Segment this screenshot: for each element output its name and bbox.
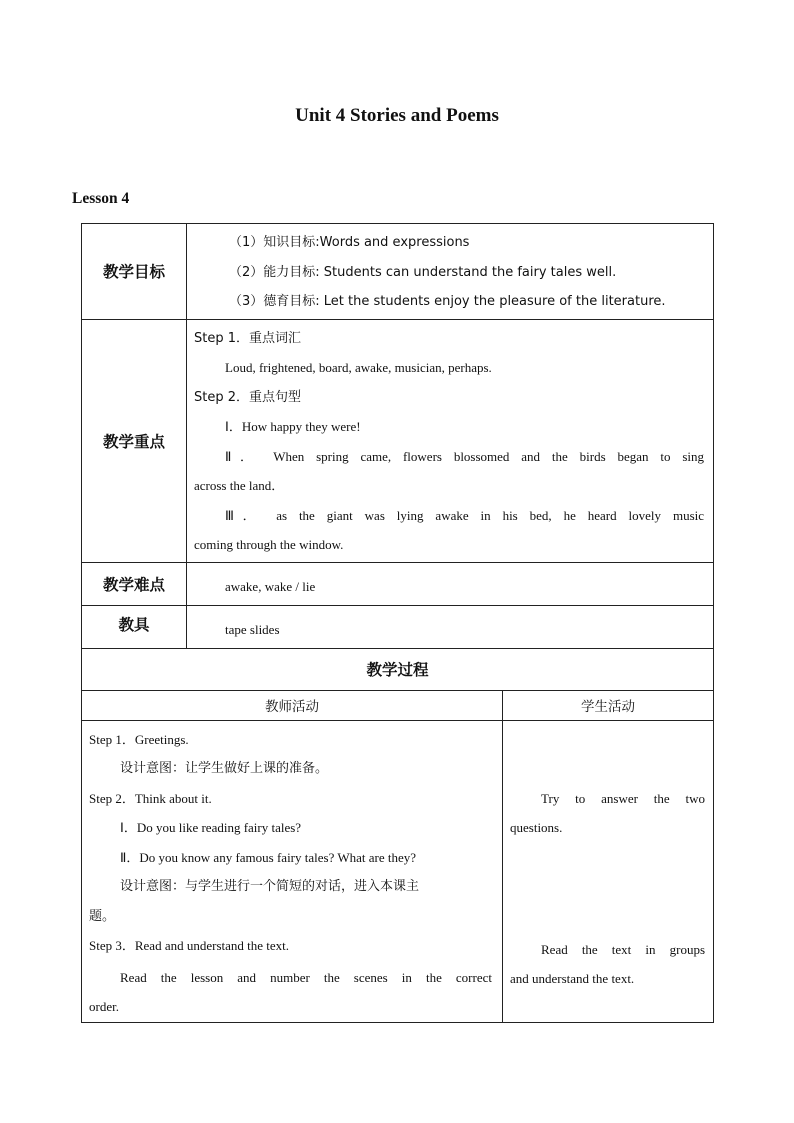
difficulties-content [187,562,714,605]
teacher-activities [82,720,503,1022]
teacher-question2: Ⅱ．Do you know any famous fairy tales? What are they? [120,849,417,865]
student-answer1-line1: Try to answer the two [541,790,706,806]
objective-item: （1）知识目标:Words and expressions [229,235,470,250]
sentence-1: Ⅰ．How happy they were! [225,419,361,434]
tools-content [187,605,714,648]
objective-item: （2）能力目标: Students can understand the fairy tales well. [229,264,617,280]
objective-item: （3）德育目标: Let the students enjoy the pleasure of the literature. [229,294,666,309]
step1-heading: Step 1．重点词汇 [194,330,302,346]
student-activity-header: 学生活动 [503,690,714,720]
difficulties-row [82,562,714,605]
lesson-heading: Lesson 4 [72,190,130,207]
objectives-content [187,224,714,320]
student-activities [503,720,714,1022]
teacher-intent2-line2: 题。 [89,908,116,924]
teacher-step3-desc-line1: Read the lesson and number the scenes in the correct [120,969,492,985]
process-label: 教学过程 [82,648,714,690]
sentence-2-line1: Ⅱ． When spring came, flowers blossomed and the birds began to sing [225,448,705,464]
student-answer2-line1: Read the text in groups [541,941,706,957]
teacher-intent2-line1: 设计意图：与学生进行一个简短的对话，进入本课主 [120,879,420,894]
key-points-content [187,319,714,562]
tools-label: 教具 [82,605,187,648]
vocabulary-list: Loud, frightened, board, awake, musician, perhaps. [225,360,492,375]
teacher-activity-header: 教师活动 [82,690,503,720]
objectives-row [82,224,714,320]
step2-heading: Step 2．重点句型 [194,389,302,405]
student-answer1-line2: questions. [510,820,563,835]
sentence-2-line2: across the land． [194,478,285,493]
process-row [82,648,714,690]
difficulties-label: 教学难点 [82,562,187,605]
teacher-question1: Ⅰ．Do you like reading fairy tales? [120,820,302,835]
difficulties-text: awake, wake / lie [225,578,316,594]
sentence-3-line1: Ⅲ． as the giant was lying awake in his bed, he heard lovely music [225,507,705,523]
tools-row [82,605,714,648]
key-points-label: 教学重点 [82,319,187,562]
teacher-step3-desc-line2: order. [89,999,119,1014]
student-answer2-line2: and understand the text. [510,971,635,986]
tools-text: tape slides [225,621,280,637]
teacher-intent1: 设计意图：让学生做好上课的准备。 [120,761,329,776]
key-points-row [82,319,714,562]
lesson-plan-table [81,223,714,1023]
process-subheader-row [82,690,714,720]
sentence-3-line2: coming through the window. [194,537,344,552]
objectives-label: 教学目标 [82,224,187,320]
document-title: Unit 4 Stories and Poems [295,105,499,126]
activities-row [82,720,714,1022]
teacher-step1: Step 1．Greetings. [89,731,189,747]
teacher-step2: Step 2．Think about it. [89,790,212,806]
teacher-step3: Step 3．Read and understand the text. [89,938,290,953]
